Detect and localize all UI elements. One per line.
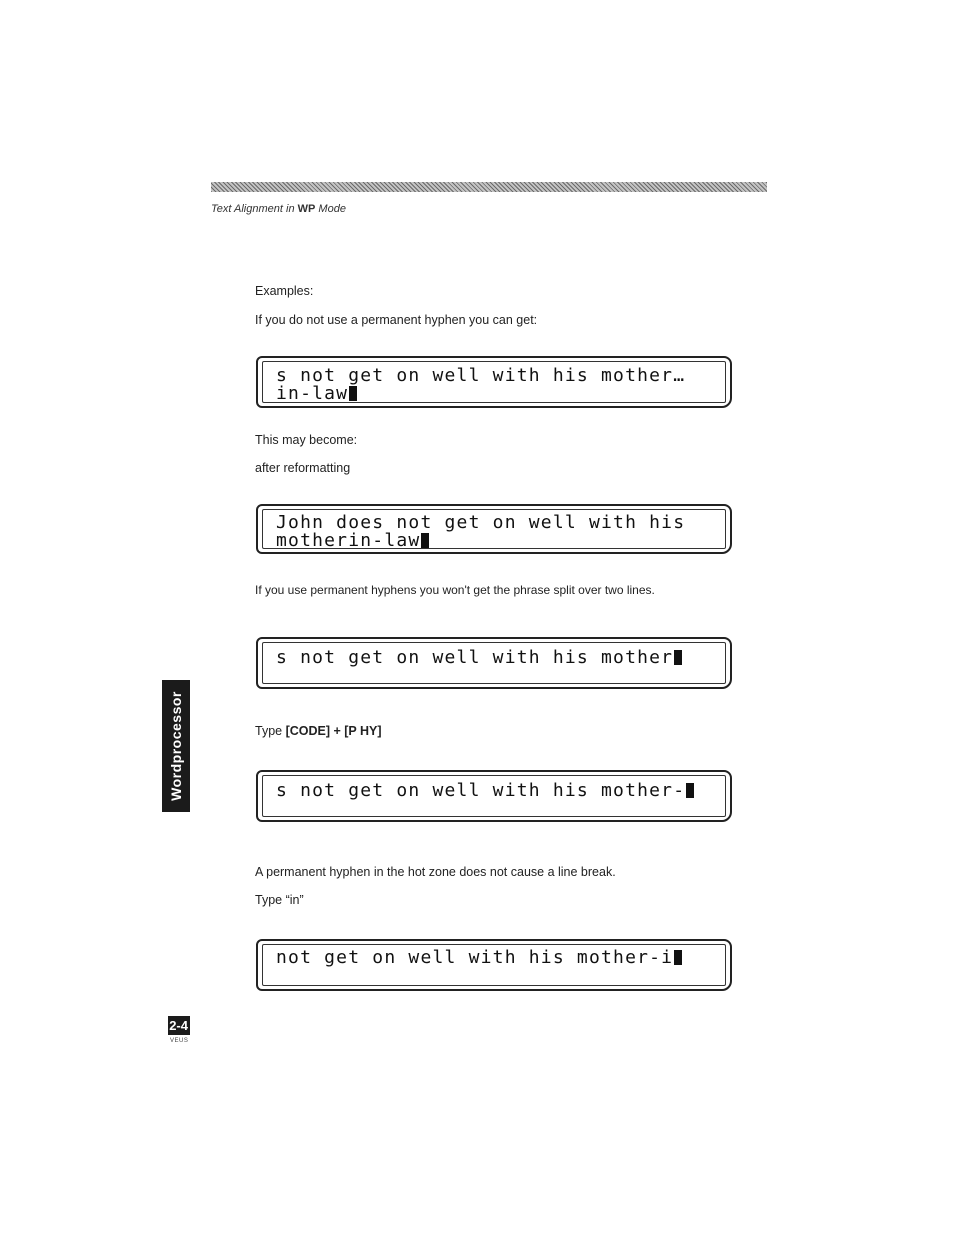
type-instruction xyxy=(255,724,382,738)
lcd-screen-5-line-1 xyxy=(276,947,682,968)
lcd-screen-3-line-1-text: s not get on well with his mother xyxy=(276,647,674,668)
type-instruction-keys: [CODE] + [P HY] xyxy=(285,724,382,738)
lcd-screen-1-line-2 xyxy=(276,383,357,404)
cursor-icon xyxy=(421,533,429,548)
lcd-screen-1-line-1: s not get on well with his mother… xyxy=(276,365,686,386)
type-instruction-prefix: Type xyxy=(255,724,286,738)
examples-label: Examples: xyxy=(255,284,314,298)
intro-text: If you do not use a permanent hyphen you can get: xyxy=(255,313,538,327)
lcd-screen-4 xyxy=(256,770,732,822)
lcd-screen-2-line-2 xyxy=(276,530,429,551)
section-side-tab xyxy=(162,680,190,812)
running-head-prefix: Text Alignment in xyxy=(211,203,298,215)
page-number: 2-4 xyxy=(169,1018,188,1033)
running-head-mode: WP xyxy=(297,203,316,215)
lcd-screen-4-line-1 xyxy=(276,780,694,801)
running-head-suffix: Mode xyxy=(315,203,346,215)
section-side-tab-label: Wordprocessor xyxy=(168,691,184,801)
permanent-hyphen-text: If you use permanent hyphens you won't get the phrase split over two lines. xyxy=(255,583,655,597)
hot-zone-text: A permanent hyphen in the hot zone does not cause a line break. xyxy=(255,865,616,879)
lcd-screen-2 xyxy=(256,504,732,554)
lcd-screen-5 xyxy=(256,939,732,991)
lcd-screen-5-line-1-text: not get on well with his mother-i xyxy=(276,947,674,968)
after-reformatting-text: after reformatting xyxy=(255,461,351,475)
cursor-icon xyxy=(674,650,682,665)
cursor-icon xyxy=(674,950,682,965)
lcd-screen-1 xyxy=(256,356,732,408)
lcd-screen-3 xyxy=(256,637,732,689)
lcd-screen-2-line-2-text: motherin-law xyxy=(276,530,421,551)
cursor-icon xyxy=(686,783,694,798)
lcd-screen-1-line-2-text: in-law xyxy=(276,383,349,404)
header-rule xyxy=(211,182,767,192)
lcd-screen-3-line-1 xyxy=(276,647,682,668)
lcd-screen-4-line-1-text: s not get on well with his mother- xyxy=(276,780,686,801)
running-head xyxy=(211,203,346,215)
may-become-text: This may become: xyxy=(255,433,358,447)
footer-brand: VEUS xyxy=(170,1038,189,1044)
type-in-text: Type “in” xyxy=(255,893,304,907)
cursor-icon xyxy=(349,386,357,401)
lcd-screen-2-line-1: John does not get on well with his xyxy=(276,512,686,533)
